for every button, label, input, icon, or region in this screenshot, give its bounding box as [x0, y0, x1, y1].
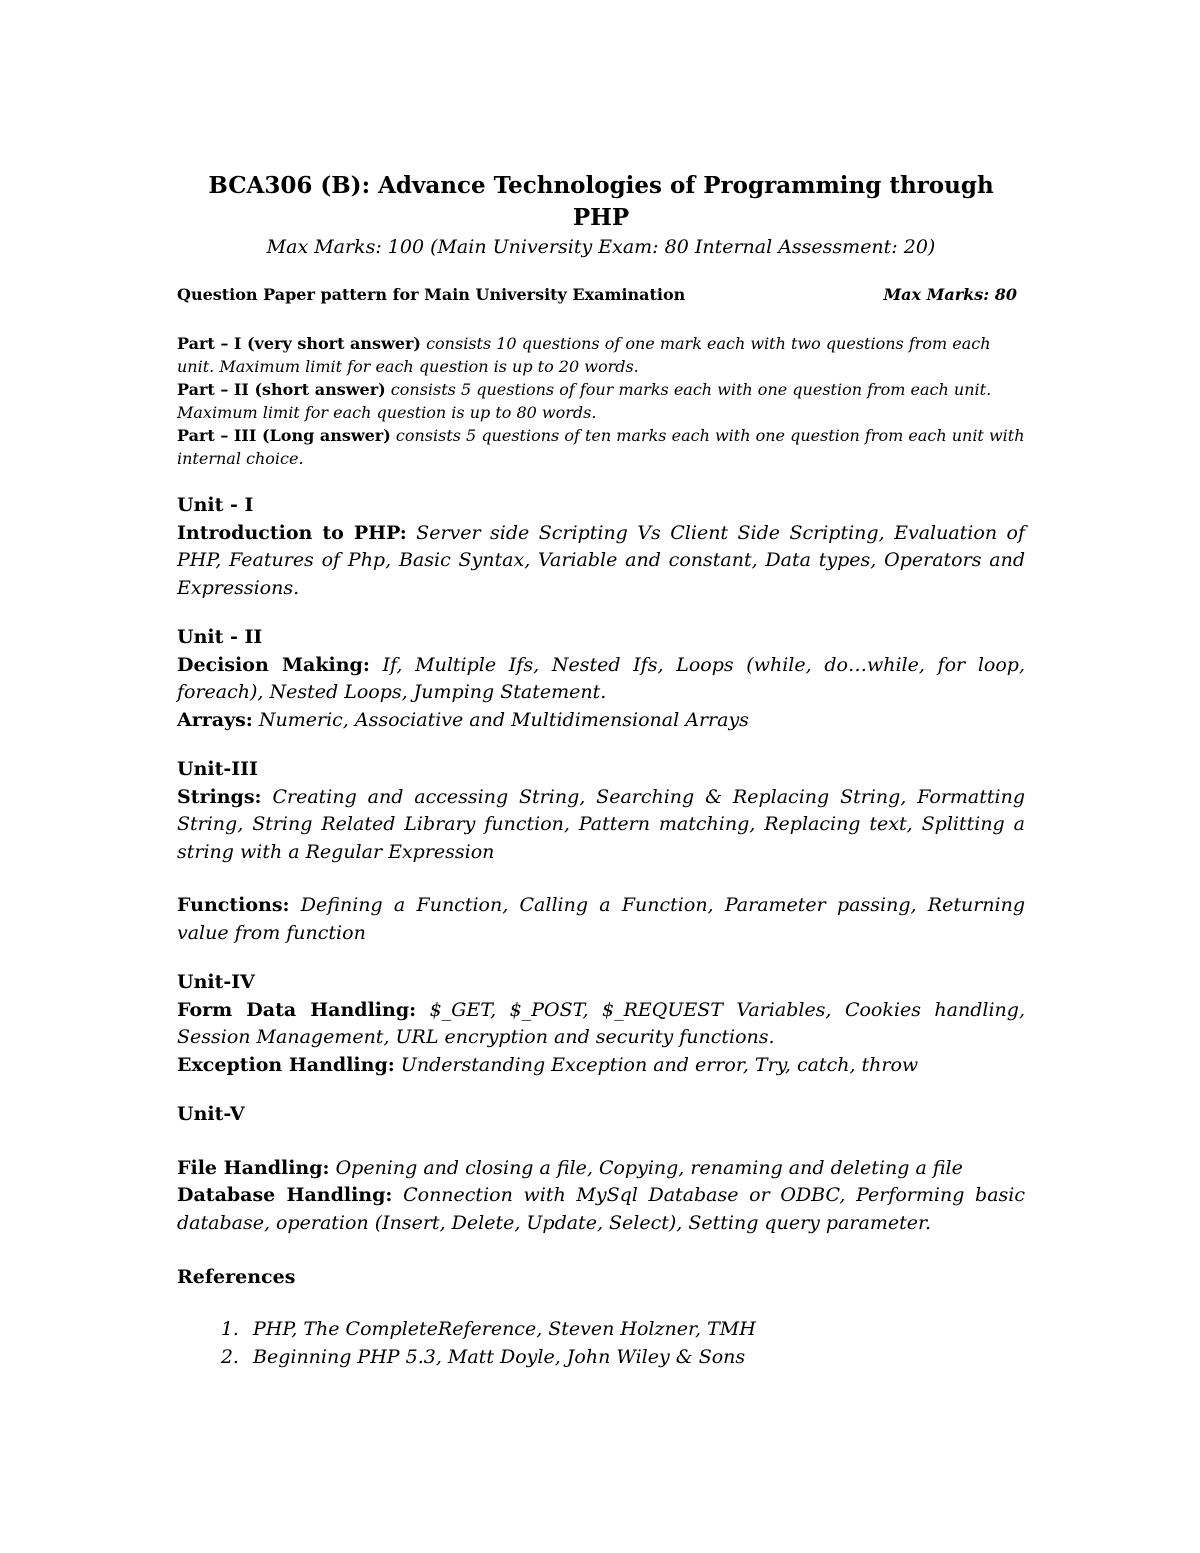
- unit-topic: [177, 652, 1025, 707]
- spacer: [177, 866, 1025, 892]
- topic-text: Numeric, Associative and Multidimensional Arrays: [252, 708, 749, 731]
- part-item: [177, 424, 1025, 470]
- part-label: Part – III (Long answer): [177, 426, 391, 445]
- unit-topic: [177, 784, 1025, 867]
- unit-topic: [177, 707, 1025, 735]
- unit-topic: [177, 1052, 1025, 1080]
- topic-label: Strings:: [177, 785, 262, 808]
- max-marks-subtitle: Max Marks: 100 (Main University Exam: 80 Internal Assessment: 20): [266, 236, 936, 258]
- spacer: [177, 1129, 1025, 1155]
- pattern-max-marks: Max Marks: 80: [883, 285, 1017, 304]
- topic-text: Opening and closing a file, Copying, renaming and deleting a file: [329, 1156, 963, 1179]
- part-label: Part – II (short answer): [177, 380, 386, 399]
- references-section: [177, 1263, 1025, 1371]
- part-label: Part – I (very short answer): [177, 334, 421, 353]
- unit-topic: [177, 1182, 1025, 1237]
- references-list: [177, 1315, 1025, 1371]
- topic-label: Exception Handling:: [177, 1053, 395, 1076]
- page-title: BCA306 (B): Advance Technologies of Programming through PHP: [208, 172, 994, 231]
- topic-text: Server side Scripting Vs Client Side Scripting, Evaluation of PHP, Features of Php, Basic Syntax, Variable and constant, Data types, Operators and Expressions.: [177, 521, 1025, 599]
- topic-text: $_GET, $_POST, $_REQUEST Variables, Cookies handling, Session Management, URL encryption and security functions.: [177, 998, 1025, 1048]
- unit-3: [177, 756, 1025, 947]
- unit-heading: Unit - I: [177, 494, 254, 516]
- part-item: [177, 332, 1025, 378]
- unit-topic: [177, 520, 1025, 603]
- unit-5: [177, 1101, 1025, 1237]
- unit-topic: [177, 892, 1025, 947]
- topic-label: Decision Making:: [177, 653, 370, 676]
- unit-topic: [177, 1155, 1025, 1183]
- unit-topic: [177, 997, 1025, 1052]
- parts-section: [177, 332, 1025, 470]
- part-item: [177, 378, 1025, 424]
- topic-label: Introduction to PHP:: [177, 521, 407, 544]
- topic-text: If, Multiple Ifs, Nested Ifs, Loops (while, do…while, for loop, foreach), Nested Loops, Jumping Statement.: [177, 653, 1025, 703]
- topic-label: Functions:: [177, 894, 290, 916]
- part-text: consists 10 questions of one mark each with two questions from each unit. Maximum limit for each question is up to 20 words.: [177, 334, 991, 376]
- topic-label: File Handling:: [177, 1156, 330, 1179]
- reference-item: 1. PHP, The CompleteReference, Steven Holzner, TMH: [245, 1315, 1025, 1343]
- unit-heading: Unit-IV: [177, 971, 255, 993]
- pattern-label: Question Paper pattern for Main University Examination: [177, 285, 686, 304]
- unit-1: [177, 492, 1025, 602]
- topic-label: Arrays:: [177, 708, 253, 731]
- unit-heading: Unit - II: [177, 626, 263, 648]
- unit-heading: Unit-V: [177, 1103, 245, 1125]
- unit-heading: Unit-III: [177, 758, 258, 780]
- unit-2: [177, 624, 1025, 734]
- topic-text: Connection with MySql Database or ODBC, Performing basic database, operation (Insert, Delete, Update, Select), Setting query parameter.: [177, 1184, 1026, 1234]
- pattern-row: [177, 284, 1025, 306]
- topic-label: Form Data Handling:: [177, 998, 417, 1021]
- reference-item: 2. Beginning PHP 5.3, Matt Doyle, John Wiley & Sons: [245, 1343, 1025, 1371]
- topic-text: Defining a Function, Calling a Function, Parameter passing, Returning value from function: [177, 894, 1025, 944]
- topic-text: Understanding Exception and error, Try, catch, throw: [394, 1053, 919, 1076]
- references-heading: References: [177, 1266, 296, 1288]
- part-text: consists 5 questions of ten marks each with one question from each unit with internal choice.: [177, 426, 1025, 468]
- syllabus-page: [177, 170, 1025, 1371]
- topic-text: Creating and accessing String, Searching & Replacing String, Formatting String, String Related Library function, Pattern matching, Replacing text, Splitting a string with a Regular Expression: [177, 785, 1025, 863]
- topic-label: Database Handling:: [177, 1184, 393, 1206]
- part-text: consists 5 questions of four marks each with one question from each unit. Maximum limit for each question is up to 80 words.: [177, 380, 992, 422]
- unit-4: [177, 969, 1025, 1079]
